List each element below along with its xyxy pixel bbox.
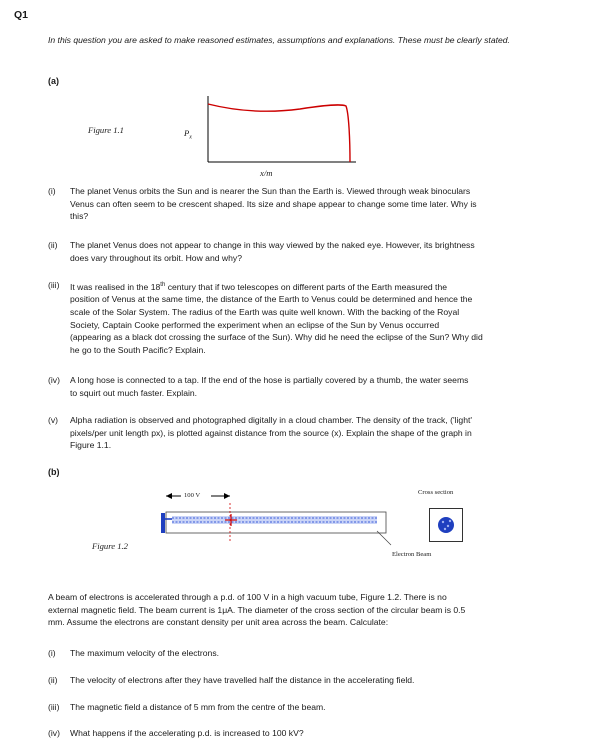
- item-number: (ii): [48, 675, 58, 685]
- part-b-item-i: [48, 647, 568, 661]
- item-text: [70, 374, 468, 399]
- text-line: position of Venus at the same time, the distance of the Earth to Venus could be determined and hence the: [70, 294, 473, 305]
- text-line: It was realised in the 18th century that if two telescopes on different parts of the Earth measured the: [70, 281, 447, 292]
- electron-beam-label: Electron Beam: [392, 551, 432, 558]
- electron-beam: [172, 516, 377, 524]
- cathode-plate: [161, 513, 165, 533]
- voltage-arrow-right-head: [224, 493, 230, 499]
- text-line: (appearing as a black dot crossing the surface of the Sun). Why did he need the eclipse of the Sun? Why did: [70, 332, 483, 343]
- y-axis-label-sub: x: [189, 134, 192, 141]
- item-text: [70, 185, 477, 223]
- text-line: to squirt out much faster. Explain.: [70, 387, 198, 398]
- text-line: The planet Venus does not appear to change in this way viewed by the naked eye. However, its brightness: [70, 240, 475, 250]
- text-line: A long hose is connected to a tap. If the end of the hose is partially covered by a thumb, the water seems: [70, 375, 469, 385]
- part-a-item-v: [48, 414, 568, 454]
- question-number: Q1: [14, 9, 29, 21]
- item-number: (iii): [48, 702, 60, 712]
- beam-cross-section: [438, 517, 454, 533]
- item-text: [70, 279, 483, 356]
- item-number: (iii): [48, 280, 60, 290]
- item-number: (iv): [48, 375, 60, 385]
- question-intro: In this question you are asked to make reasoned estimates, assumptions and explanations. These must be clearly stated.: [48, 35, 510, 45]
- part-b-item-iii: [48, 701, 568, 715]
- text-line: mm. Assume the electrons are constant density per unit area across the beam. Calculate:: [48, 617, 389, 628]
- figure-1-1-graph: [200, 92, 360, 167]
- item-number: (i): [48, 186, 56, 196]
- part-a-item-ii: [48, 239, 568, 267]
- item-text: [70, 414, 472, 452]
- y-axis-label-p: P: [184, 128, 190, 138]
- density-curve: [208, 104, 350, 162]
- item-text: The magnetic field a distance of 5 mm from the centre of the beam.: [70, 702, 326, 712]
- item-number: (ii): [48, 240, 58, 250]
- item-number: (i): [48, 648, 56, 658]
- part-a-item-iii: [48, 279, 568, 359]
- beam-dot: [442, 521, 444, 523]
- voltage-label: 100 V: [184, 492, 201, 499]
- part-b-item-ii: [48, 674, 568, 688]
- cross-section-diagram: [429, 508, 463, 542]
- item-text: The maximum velocity of the electrons.: [70, 648, 220, 658]
- beam-dot: [447, 525, 449, 527]
- part-a-item-i: [48, 185, 568, 225]
- text-line: Alpha radiation is observed and photographed digitally in a cloud chamber. The density of the track, ('light': [70, 415, 473, 425]
- text-line: Figure 1.1.: [70, 440, 112, 451]
- text-line: pixels/per unit length px), is plotted against distance from the source (x). Explain the shape of the graph in: [70, 427, 472, 438]
- text-line: The planet Venus orbits the Sun and is nearer the Sun than the Earth is. Viewed through weak binoculars: [70, 186, 471, 196]
- part-a-label: (a): [48, 76, 59, 86]
- text-line: Society, Captain Cooke performed the experiment when an eclipse of the Sun by Venus occurred: [70, 319, 440, 330]
- item-number: (v): [48, 415, 59, 425]
- beam-dot: [449, 520, 451, 522]
- part-b-paragraph: [48, 591, 573, 629]
- item-text: What happens if the accelerating p.d. is increased to 100 kV?: [70, 728, 304, 738]
- item-number: (iv): [48, 728, 60, 738]
- y-axis-label: [184, 128, 192, 141]
- item-text: The velocity of electrons after they have travelled half the distance in the accelerating field.: [70, 675, 415, 685]
- voltage-arrow-left-head: [166, 493, 172, 499]
- text-line: external magnetic field. The beam current is 1μA. The diameter of the cross section of the circular beam is 0.5: [48, 604, 466, 615]
- beam-dot: [444, 528, 446, 530]
- part-b-item-iv: [48, 727, 568, 741]
- x-axis-label: x/m: [260, 168, 273, 178]
- text-line: he go to the South Pacific? Explain.: [70, 344, 206, 355]
- cross-section-label: Cross section: [418, 489, 454, 496]
- text-line: A beam of electrons is accelerated through a p.d. of 100 V in a high vacuum tube, Figure 1.2. There is no: [48, 592, 447, 602]
- figure-1-1-label: Figure 1.1: [88, 125, 124, 135]
- text-line: Venus can often seem to be crescent shaped. Its size and shape appear to change some time later. Why is: [70, 198, 477, 209]
- item-text: [70, 239, 475, 264]
- part-b-label: (b): [48, 467, 60, 477]
- text-line: scale of the Solar System. The radius of the Earth was quite well known. With the backing of the Royal: [70, 307, 460, 318]
- ordinal-suffix: th: [160, 282, 166, 288]
- figure-1-2-label: Figure 1.2: [92, 541, 128, 551]
- text-line: does vary throughout its orbit. How and why?: [70, 252, 242, 263]
- part-a-item-iv: [48, 374, 568, 402]
- text-line: this?: [70, 211, 89, 222]
